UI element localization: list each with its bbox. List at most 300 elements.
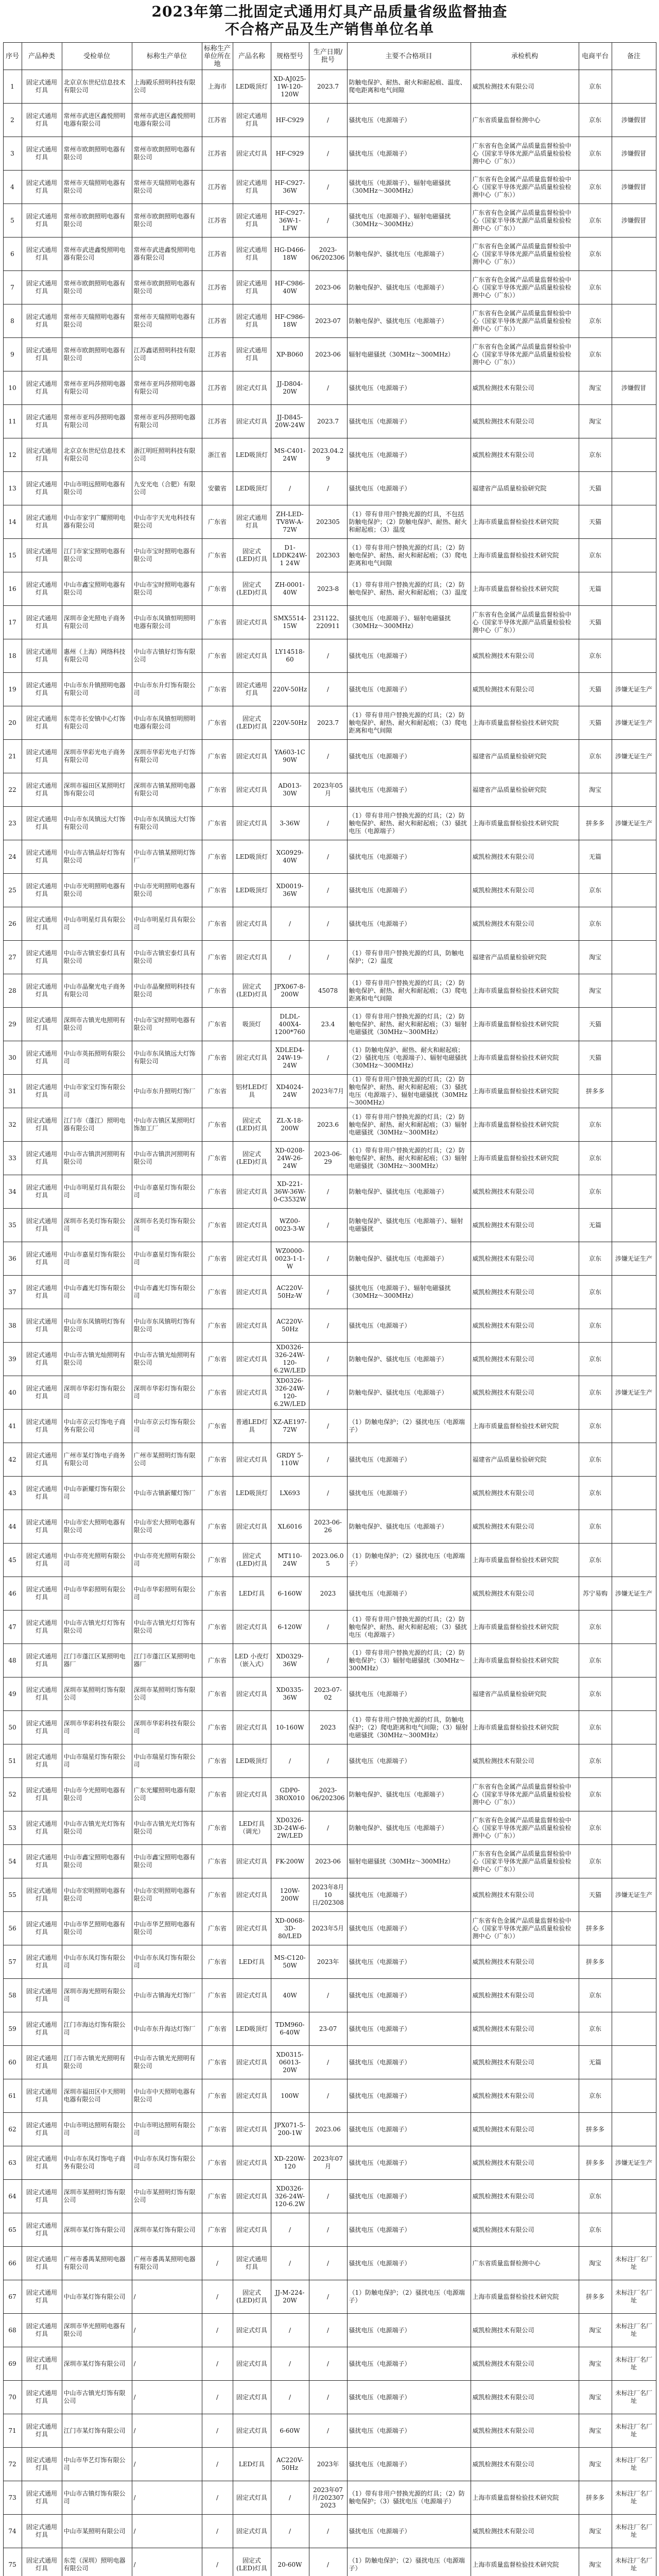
product-type-cell: 固定式通用灯具 [22,1744,62,1778]
table-row [3,472,656,505]
failed-items-cell: 骚扰电压（电源端子） [347,2046,471,2079]
production-date-cell: 2023 [309,1577,347,1611]
manufacturer-cell: 常州市武进鑫悦照明电器有限公司 [132,238,202,271]
manufacturer-location-cell: 江苏省 [202,304,233,338]
model-spec-cell: XL6016 [271,1510,309,1544]
production-date-cell: / [309,740,347,773]
product-type-cell: 固定式通用灯具 [22,1443,62,1477]
production-date-cell: / [309,1041,347,1075]
model-spec-cell: HF-C986-18W [271,304,309,338]
remarks-cell: 未标注厂名厂址 [612,2347,656,2381]
production-date-cell: / [309,1477,347,1510]
testing-agency-cell: 上海市质量监督检验技术研究院 [471,1041,579,1075]
testing-agency-cell: 上海市质量监督检验技术研究院 [471,706,579,740]
failed-items-cell: 骚扰电压（电源端子） [347,1577,471,1611]
failed-items-cell: （1）带有非用户替换光源的灯具；（2）防触电保护；（3）骚扰电压（电源端子） [347,2481,471,2515]
ecommerce-platform-cell: 京东 [579,137,612,171]
model-spec-cell: 10-160W [271,1711,309,1744]
product-type-cell: 固定式通用灯具 [22,1611,62,1644]
product-type-cell: 固定式通用灯具 [22,974,62,1008]
manufacturer-location-cell: 广东省 [202,1209,233,1242]
failed-items-cell: 骚扰电压（电源端子） [347,137,471,171]
remarks-cell: 涉嫌无证生产 [612,740,656,773]
product-name-cell: 固定式灯具 [233,2515,271,2548]
row-number-cell: 47 [3,1611,22,1644]
row-number-cell: 72 [3,2448,22,2481]
product-name-cell: 固定式灯具 [233,1041,271,1075]
product-type-cell: 固定式通用灯具 [22,1945,62,1979]
model-spec-cell: GRDY 5-110W [271,1443,309,1477]
product-type-cell: 固定式通用灯具 [22,1811,62,1845]
manufacturer-location-cell: 广东省 [202,606,233,639]
testing-agency-cell: 威凯检测技术有限公司 [471,1945,579,1979]
table-row [3,1979,656,2012]
row-number-cell: 15 [3,539,22,572]
row-number-cell: 34 [3,1175,22,1209]
manufacturer-cell: 中山市古镇宏泰灯具有限公司 [132,941,202,974]
manufacturer-location-cell: 广东省 [202,907,233,941]
production-date-cell: / [309,104,347,137]
model-spec-cell: / [271,2314,309,2347]
manufacturer-location-cell: 广东省 [202,1611,233,1644]
testing-agency-cell: 上海市质量监督检验技术研究院 [471,2481,579,2515]
product-type-cell: 固定式通用灯具 [22,1309,62,1343]
manufacturer-cell: 常州市欧朗照明电器有限公司 [132,137,202,171]
failed-items-cell: 防触电保护、耐热、耐火和耐起痕、温度、爬电距离和电气间隙 [347,70,471,104]
testing-agency-cell: 威凯检测技术有限公司 [471,2012,579,2046]
failed-items-cell: 辐射电磁骚扰（30MHz～300MHz） [347,338,471,371]
production-date-cell: / [309,1309,347,1343]
product-name-cell: 固定式灯具 [233,1376,271,1410]
model-spec-cell: XD0326-326-24W-120-6.2W [271,2180,309,2213]
manufacturer-location-cell: 广东省 [202,1577,233,1611]
manufacturer-cell: 九安光电（合肥）有限公司 [132,472,202,505]
model-spec-cell: 220V-50Hz [271,706,309,740]
table-row [3,2146,656,2180]
remarks-cell [612,773,656,807]
testing-agency-cell: 威凯检测技术有限公司 [471,2414,579,2448]
ecommerce-platform-cell: 淘宝 [579,405,612,438]
manufacturer-cell: 深圳市华彩科技有限公司 [132,1711,202,1744]
manufacturer-location-cell: 广东省 [202,1242,233,1276]
failed-items-cell: 防触电保护、骚扰电压（电源端子） [347,1376,471,1410]
product-name-cell: 固定式灯具 [233,2347,271,2381]
ecommerce-platform-cell: 淘宝 [579,2414,612,2448]
manufacturer-cell: 中山市古镇好灯饰有限公司 [132,639,202,673]
model-spec-cell: SMX5514-15W [271,606,309,639]
product-name-cell: 固定式灯具 [233,1242,271,1276]
product-type-cell: 固定式通用灯具 [22,2079,62,2113]
manufacturer-cell: 深圳市华彩灯饰有限公司 [132,1376,202,1410]
ecommerce-platform-cell: 无篇 [579,572,612,606]
model-spec-cell: / [271,2481,309,2515]
manufacturer-cell: 中山市明达照明有限公司 [132,2113,202,2146]
failed-items-cell: 骚扰电压（电源端子） [347,1878,471,1912]
product-name-cell: 固定式灯具 [233,941,271,974]
testing-agency-cell: 威凯检测技术有限公司 [471,840,579,874]
manufacturer-location-cell: 江苏省 [202,171,233,204]
testing-agency-cell: 威凯检测技术有限公司 [471,1376,579,1410]
failed-items-cell: 骚扰电压（电源端子） [347,740,471,773]
table-row [3,606,656,639]
production-date-cell: / [309,1276,347,1309]
production-date-cell: 2023-06-26 [309,1510,347,1544]
inspected-unit-cell: 中山市东凤镇远大灯饰有限公司 [62,807,132,840]
remarks-cell: 涉嫌假冒 [612,137,656,171]
ecommerce-platform-cell: 无篇 [579,2046,612,2079]
ecommerce-platform-cell: 京东 [579,171,612,204]
table-row [3,2381,656,2414]
manufacturer-cell: 中山市古镇新耀灯饰厂 [132,1477,202,1510]
table-row [3,1845,656,1878]
row-number-cell: 29 [3,1008,22,1041]
product-name-cell: 固定式(LED)灯具 [233,1544,271,1577]
manufacturer-location-cell: 广东省 [202,1778,233,1811]
inspected-unit-cell: 中山市今光照明电器有限公司 [62,1778,132,1811]
table-row [3,505,656,539]
ecommerce-platform-cell: 京东 [579,1778,612,1811]
ecommerce-platform-cell: 淘宝 [579,941,612,974]
row-number-cell: 73 [3,2481,22,2515]
header-cell: 备注 [612,43,656,70]
ecommerce-platform-cell: 淘宝 [579,2515,612,2548]
manufacturer-cell: 常州市天瑞照明电器有限公司 [132,171,202,204]
header-cell: 规格型号 [271,43,309,70]
failed-items-cell: （1）带有非用户替换光源的灯具，不包括防触电保护；（2）防触电保护、耐热、耐火和耐起痕；（3）温度 [347,505,471,539]
inspected-unit-cell: 中山市英拓照明有限公司 [62,1041,132,1075]
manufacturer-location-cell: 广东省 [202,974,233,1008]
ecommerce-platform-cell: 淘宝 [579,974,612,1008]
row-number-cell: 64 [3,2180,22,2213]
table-row [3,907,656,941]
ecommerce-platform-cell: 京东 [579,1477,612,1510]
inspected-unit-cell: 深圳市某灯饰有限公司 [62,2213,132,2247]
product-name-cell: 固定式灯具 [233,1912,271,1945]
testing-agency-cell: 广东省有色金属产品质量监督检验中心（国家半导体光源产品质量检验检测中心（广东）） [471,1845,579,1878]
row-number-cell: 54 [3,1845,22,1878]
inspected-unit-cell: 惠州（上海）网络科技有限公司 [62,639,132,673]
testing-agency-cell: 威凯检测技术有限公司 [471,1744,579,1778]
row-number-cell: 33 [3,1142,22,1175]
product-name-cell: 固定式(LED)灯具 [233,974,271,1008]
testing-agency-cell: 威凯检测技术有限公司 [471,874,579,907]
ecommerce-platform-cell: 京东 [579,2079,612,2113]
remarks-cell [612,2012,656,2046]
product-name-cell: 固定式灯具 [233,2079,271,2113]
product-type-cell: 固定式通用灯具 [22,1677,62,1711]
production-date-cell: 2023.04.29 [309,438,347,472]
manufacturer-location-cell: 广东省 [202,941,233,974]
product-type-cell: 固定式通用灯具 [22,2481,62,2515]
remarks-cell [612,304,656,338]
table-row [3,238,656,271]
failed-items-cell: 骚扰电压（电源端子） [347,1677,471,1711]
testing-agency-cell: 威凯检测技术有限公司 [471,2079,579,2113]
table-row [3,1276,656,1309]
product-name-cell: 固定式灯具 [233,2213,271,2247]
model-spec-cell: XD4024-24W [271,1075,309,1108]
product-name-cell: 固定式通用灯具 [233,271,271,304]
product-type-cell: 固定式通用灯具 [22,2347,62,2381]
remarks-cell [612,70,656,104]
ecommerce-platform-cell: 拼多多 [579,2146,612,2180]
production-date-cell: / [309,1343,347,1376]
production-date-cell: 2023-06 [309,338,347,371]
row-number-cell: 16 [3,572,22,606]
ecommerce-platform-cell: 京东 [579,104,612,137]
failed-items-cell: 骚扰电压（电源端子）、辐射电磁骚扰（30MHz～300MHz） [347,171,471,204]
table-row [3,1041,656,1075]
product-type-cell: 固定式通用灯具 [22,2515,62,2548]
model-spec-cell: 120W-200W [271,1878,309,1912]
ecommerce-platform-cell: 拼多多 [579,807,612,840]
remarks-cell: 未标注厂名厂址 [612,2314,656,2347]
row-number-cell: 56 [3,1912,22,1945]
ecommerce-platform-cell: 天猫 [579,1878,612,1912]
manufacturer-cell: 中山市宇天光电科技有限公司 [132,505,202,539]
product-name-cell: 固定式灯具 [233,371,271,405]
product-name-cell: 固定式(LED)灯具 [233,706,271,740]
inspected-unit-cell: 江门市（蓬江）照明电器有限公司 [62,1108,132,1142]
product-name-cell: LED灯具（调光） [233,1811,271,1845]
manufacturer-cell: 深圳市名美灯饰有限公司 [132,1209,202,1242]
ecommerce-platform-cell: 拼多多 [579,1945,612,1979]
manufacturer-location-cell: 广东省 [202,2146,233,2180]
inspected-unit-cell: 深圳市福田区某照明灯饰有限公司 [62,773,132,807]
model-spec-cell: XD-0208-24W-26-24W [271,1142,309,1175]
model-spec-cell: YA603-1C 90W [271,740,309,773]
product-name-cell: 固定式灯具 [233,2314,271,2347]
product-type-cell: 固定式通用灯具 [22,1376,62,1410]
remarks-cell [612,1041,656,1075]
ecommerce-platform-cell: 淘宝 [579,2247,612,2280]
row-number-cell: 49 [3,1677,22,1711]
production-date-cell: 2023年07月 [309,2146,347,2180]
manufacturer-cell: 中山市古镇光光灯饰有限公司 [132,1811,202,1845]
manufacturer-location-cell: / [202,2247,233,2280]
testing-agency-cell: 广东省有色金属产品质量监督检验中心（国家半导体光源产品质量检验检测中心（广东）） [471,338,579,371]
inspected-unit-cell: 中山市东凤镇明灯饰有限公司 [62,1309,132,1343]
failed-items-cell: 骚扰电压（电源端子） [347,2381,471,2414]
manufacturer-location-cell: 广东省 [202,2012,233,2046]
inspected-unit-cell: 深圳市海光照明有限公司 [62,1979,132,2012]
manufacturer-location-cell: 江苏省 [202,338,233,371]
table-row [3,539,656,572]
remarks-cell [612,1343,656,1376]
manufacturer-cell: 中山市亮光照明有限公司 [132,1544,202,1577]
production-date-cell: / [309,1811,347,1845]
production-date-cell: / [309,907,347,941]
product-type-cell: 固定式通用灯具 [22,304,62,338]
row-number-cell: 9 [3,338,22,371]
ecommerce-platform-cell: 京东 [579,1343,612,1376]
product-name-cell: 固定式通用灯具 [233,204,271,238]
table-row [3,639,656,673]
model-spec-cell: HF-C986-40W [271,271,309,304]
production-date-cell: 2023.7 [309,70,347,104]
testing-agency-cell: 威凯检测技术有限公司 [471,2347,579,2381]
inspected-unit-cell: 北京京东世纪信息技术有限公司 [62,70,132,104]
document-title [0,3,659,38]
production-date-cell: 2023年7月 [309,1075,347,1108]
inspected-unit-cell: 中山市家宇广耀照明电器有限公司 [62,505,132,539]
testing-agency-cell: 福建省产品质量检验研究院 [471,941,579,974]
model-spec-cell: JPX071-5-200-1W [271,2113,309,2146]
table-row [3,673,656,706]
table-row [3,2012,656,2046]
product-name-cell: 固定式灯具 [233,1309,271,1343]
inspected-unit-cell: 深圳市华彩灯饰有限公司 [62,1376,132,1410]
table-row [3,2079,656,2113]
product-name-cell: 普通LED灯具 [233,1410,271,1443]
failed-items-cell: 骚扰电压（电源端子） [347,639,471,673]
ecommerce-platform-cell: 拼多多 [579,2113,612,2146]
failed-items-cell: （1）带有非用户替换光源的灯具；（2）防触电保护、耐热、耐火和耐起痕；（3）辐射电磁骚扰（30MHz～300MHz） [347,1142,471,1175]
failed-items-cell: 骚扰电压（电源端子） [347,2247,471,2280]
ecommerce-platform-cell: 京东 [579,1242,612,1276]
inspected-unit-cell: 常州市武进鑫悦照明电器有限公司 [62,238,132,271]
manufacturer-cell: / [132,2381,202,2414]
product-type-cell: 固定式通用灯具 [22,1142,62,1175]
manufacturer-cell: 上海殿乐照明科技有限公司 [132,70,202,104]
remarks-cell: 未标注厂名厂址 [612,2414,656,2448]
model-spec-cell: / [271,1744,309,1778]
inspected-unit-cell: 中山市光明照明电器有限公司 [62,874,132,907]
manufacturer-location-cell: 广东省 [202,840,233,874]
model-spec-cell: MS-C120-50W [271,1945,309,1979]
inspected-unit-cell: 江门市海达灯饰有限公司 [62,2012,132,2046]
table-row [3,1343,656,1376]
remarks-cell: 未标注厂名厂址 [612,2515,656,2548]
failed-items-cell: 骚扰电压（电源端子） [347,2079,471,2113]
row-number-cell: 62 [3,2113,22,2146]
manufacturer-cell: 广州市番禺某照明电器有限公司 [132,2247,202,2280]
row-number-cell: 1 [3,70,22,104]
testing-agency-cell: 威凯检测技术有限公司 [471,907,579,941]
production-date-cell: / [309,1242,347,1276]
table-row [3,941,656,974]
inspected-unit-cell: 中山市古镇灯饰有限公司 [62,2481,132,2515]
testing-agency-cell: 威凯检测技术有限公司 [471,1276,579,1309]
table-row [3,1175,656,1209]
remarks-cell [612,2113,656,2146]
product-name-cell: 固定式灯具 [233,2113,271,2146]
remarks-cell [612,606,656,639]
failed-items-cell: 防触电保护、骚扰电压（电源端子） [347,238,471,271]
ecommerce-platform-cell: 无篇 [579,840,612,874]
production-date-cell: / [309,1410,347,1443]
product-type-cell: 固定式通用灯具 [22,2280,62,2314]
row-number-cell: 48 [3,1644,22,1677]
ecommerce-platform-cell: 京东 [579,1410,612,1443]
inspected-unit-cell: 广州市番禺某照明电器有限公司 [62,2247,132,2280]
product-name-cell: 固定式通用灯具 [233,304,271,338]
remarks-cell [612,1711,656,1744]
production-date-cell: 2023-8 [309,572,347,606]
model-spec-cell: 220V-50Hz [271,673,309,706]
testing-agency-cell: 上海市质量监督检验技术研究院 [471,1544,579,1577]
manufacturer-cell: 中山市中天照明电器有限公司 [132,2079,202,2113]
product-name-cell: 固定式灯具 [233,807,271,840]
ecommerce-platform-cell: 京东 [579,639,612,673]
table-row [3,1209,656,1242]
remarks-cell [612,1410,656,1443]
product-type-cell: 固定式通用灯具 [22,2012,62,2046]
product-type-cell: 固定式通用灯具 [22,2146,62,2180]
remarks-cell [612,1175,656,1209]
production-date-cell: / [309,2079,347,2113]
model-spec-cell: JJ-M-224-20W [271,2280,309,2314]
table-row [3,807,656,840]
header-cell: 主要不合格项目 [347,43,471,70]
production-date-cell: / [309,1376,347,1410]
inspected-unit-cell: 深圳市名美灯饰有限公司 [62,1209,132,1242]
product-type-cell: 固定式通用灯具 [22,1008,62,1041]
model-spec-cell: XD0326-326-24W-120-6.2W/LED [271,1343,309,1376]
manufacturer-location-cell: 广东省 [202,1410,233,1443]
model-spec-cell: GDP0-3ROX010 [271,1778,309,1811]
manufacturer-cell: 中山市古镇光光照明有限公司 [132,2046,202,2079]
ecommerce-platform-cell: 京东 [579,907,612,941]
inspected-unit-cell: 常州市亚玛莎照明电器有限公司 [62,405,132,438]
row-number-cell: 7 [3,271,22,304]
failed-items-cell: 骚扰电压（电源端子） [347,2515,471,2548]
production-date-cell: 202303 [309,539,347,572]
testing-agency-cell: 广东省有色金属产品质量监督检验中心（国家半导体光源产品质量检验检测中心（广东）） [471,204,579,238]
manufacturer-cell: 中山市东凤镇明灯饰有限公司 [132,1309,202,1343]
product-name-cell: 固定式灯具 [233,2481,271,2515]
inspected-unit-cell: 中山市古镇光光灯饰有限公司 [62,1811,132,1845]
ecommerce-platform-cell: 拼多多 [579,2280,612,2314]
table-row [3,1677,656,1711]
failed-items-cell: （1）带有非用户替换光源的灯具，防触电保护；（2）温度 [347,941,471,974]
manufacturer-cell: 中山市东凤镇远大灯饰有限公司 [132,1041,202,1075]
production-date-cell: / [309,2046,347,2079]
manufacturer-cell: 深圳市某灯饰有限公司 [132,2213,202,2247]
manufacturer-cell: 中山市东凤镇恒明照明电器有限公司 [132,706,202,740]
manufacturer-location-cell: 广东省 [202,1376,233,1410]
failed-items-cell: 骚扰电压（电源端子） [347,438,471,472]
ecommerce-platform-cell: 京东 [579,1979,612,2012]
production-date-cell: / [309,2180,347,2213]
remarks-cell [612,639,656,673]
manufacturer-location-cell: 广东省 [202,807,233,840]
inspected-unit-cell: 中山市京云灯饰电子商务有限公司 [62,1410,132,1443]
manufacturer-cell: 深圳市古镇某照明电器有限公司 [132,773,202,807]
inspected-unit-cell: 中山市华艺照明电器有限公司 [62,1912,132,1945]
row-number-cell: 4 [3,171,22,204]
inspected-unit-cell: 北京京东世纪信息技术有限公司 [62,438,132,472]
product-type-cell: 固定式通用灯具 [22,606,62,639]
inspected-unit-cell: 中山市嘉星灯饰有限公司 [62,1242,132,1276]
manufacturer-location-cell: 广东省 [202,1544,233,1577]
product-type-cell: 固定式通用灯具 [22,639,62,673]
production-date-cell: 2023-06/202306 [309,238,347,271]
inspected-unit-cell: 中山市鑫宝照明电器有限公司 [62,572,132,606]
manufacturer-location-cell: / [202,2548,233,2576]
row-number-cell: 20 [3,706,22,740]
production-date-cell: / [309,137,347,171]
product-type-cell: 固定式通用灯具 [22,1343,62,1376]
testing-agency-cell: 威凯检测技术有限公司 [471,438,579,472]
ecommerce-platform-cell: 京东 [579,238,612,271]
remarks-cell [612,1510,656,1544]
production-date-cell: 2023年07月/2023072023 [309,2481,347,2515]
remarks-cell [612,1209,656,1242]
product-name-cell: 固定式通用灯具 [233,171,271,204]
failed-items-cell: 防触电保护、骚扰电压（电源端子） [347,1343,471,1376]
inspected-unit-cell: 中山市宏大照明电器有限公司 [62,1510,132,1544]
